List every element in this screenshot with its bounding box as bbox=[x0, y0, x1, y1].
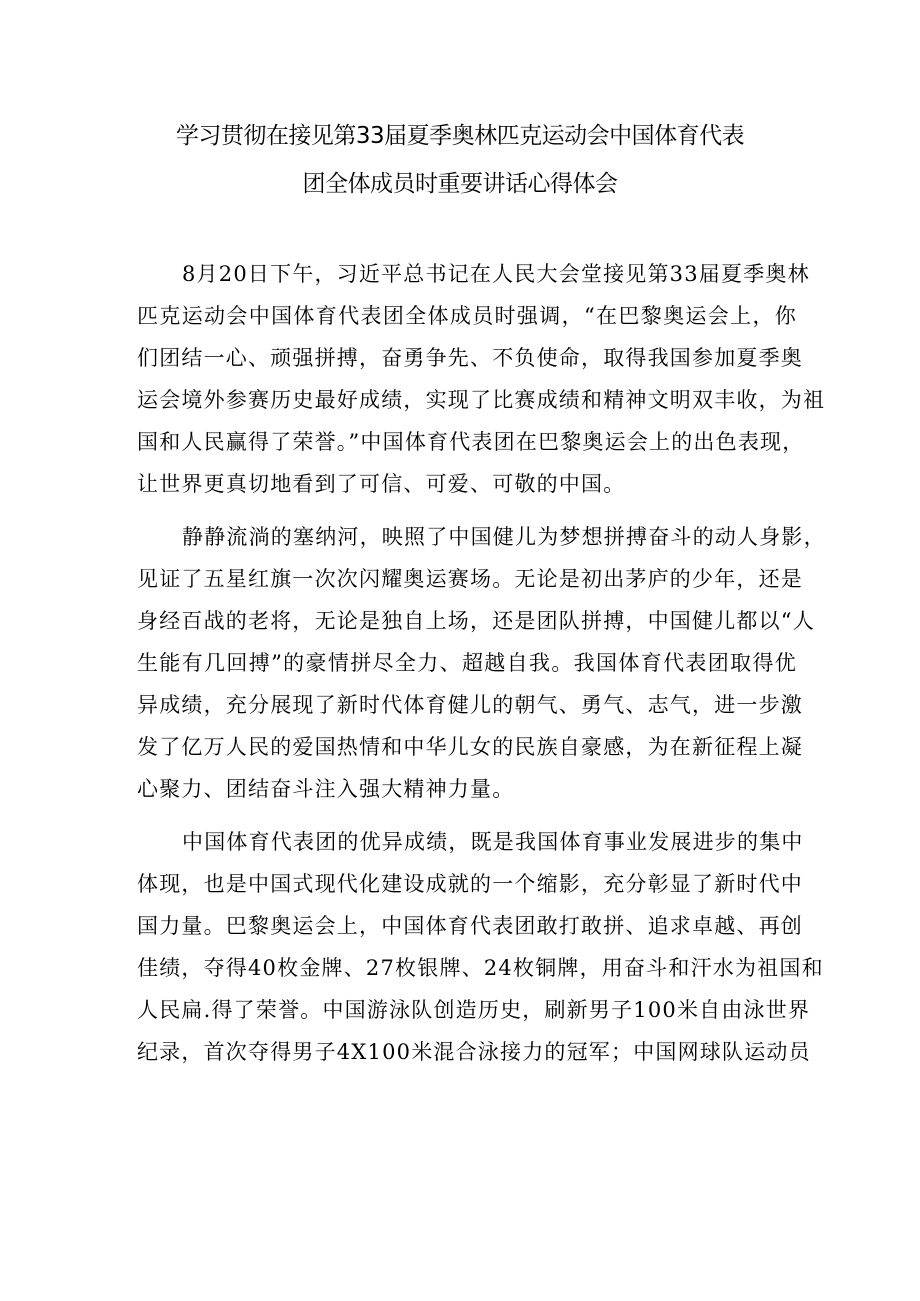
title-line: 团全体成员时重要讲话心得体会 bbox=[302, 171, 618, 197]
text-line: 佳绩，夺得40枚金牌、27枚银牌、24枚铜牌，用奋斗和汗水为祖国和 bbox=[137, 956, 824, 980]
text-line: 身经百战的老将，无论是独自上场，还是团队拼搏，中国健儿都以“人 bbox=[137, 609, 815, 633]
text-line: 静静流淌的塞纳河，映照了中国健儿为梦想拼搏奋斗的动人身影， bbox=[182, 525, 826, 549]
text-line: 8月20日下午，习近平总书记在人民大会堂接见第33届夏季奥林 bbox=[182, 262, 810, 286]
text-line: 国力量。巴黎奥运会上，中国体育代表团敢打敢拼、追求卓越、再创 bbox=[137, 914, 803, 938]
paragraph-3 bbox=[137, 821, 824, 1073]
text-line: 匹克运动会中国体育代表团全体成员时强调，“在巴黎奥运会上，你 bbox=[137, 304, 797, 328]
text-line: 国和人民赢得了荣誉。”中国体育代表团在巴黎奥运会上的出色表现， bbox=[137, 430, 805, 454]
document-title bbox=[120, 112, 800, 208]
paragraph-1 bbox=[137, 253, 826, 505]
text-line: 体现，也是中国式现代化建设成就的一个缩影，充分彰显了新时代中 bbox=[137, 872, 803, 896]
text-line: 见证了五星红旗一次次闪耀奥运赛场。无论是初出茅庐的少年，还是 bbox=[137, 567, 803, 591]
text-line: 让世界更真切地看到了可信、可爱、可敬的中国。 bbox=[137, 472, 626, 496]
text-line: 们团结一心、顽强拼搏，奋勇争先、不负使命，取得我国参加夏季奥 bbox=[137, 346, 803, 370]
paragraph-2 bbox=[137, 516, 826, 810]
title-line: 学习贯彻在接见第33届夏季奥林匹克运动会中国体育代表 bbox=[175, 123, 745, 149]
text-line: 运会境外参赛历史最好成绩，实现了比赛成绩和精神文明双丰收，为祖 bbox=[137, 388, 826, 412]
text-line: 纪录，首次夺得男子4X100米混合泳接力的冠军；中国网球队运动员 bbox=[137, 1040, 811, 1064]
document-body bbox=[137, 253, 826, 1084]
text-line: 中国体育代表团的优异成绩，既是我国体育事业发展进步的集中 bbox=[182, 830, 804, 854]
text-line: 发了亿万人民的爱国热情和中华儿女的民族自豪感，为在新征程上凝 bbox=[137, 735, 803, 759]
text-line: 生能有几回搏”的豪情拼尽全力、超越自我。我国体育代表团取得优 bbox=[137, 651, 797, 675]
text-line: 心聚力、团结奋斗注入强大精神力量。 bbox=[137, 777, 515, 801]
text-line: 异成绩，充分展现了新时代体育健儿的朝气、勇气、志气，进一步激 bbox=[137, 693, 803, 717]
text-line: 人民扁.得了荣誉。中国游泳队创造历史，刷新男子100米自由泳世界 bbox=[137, 998, 811, 1022]
